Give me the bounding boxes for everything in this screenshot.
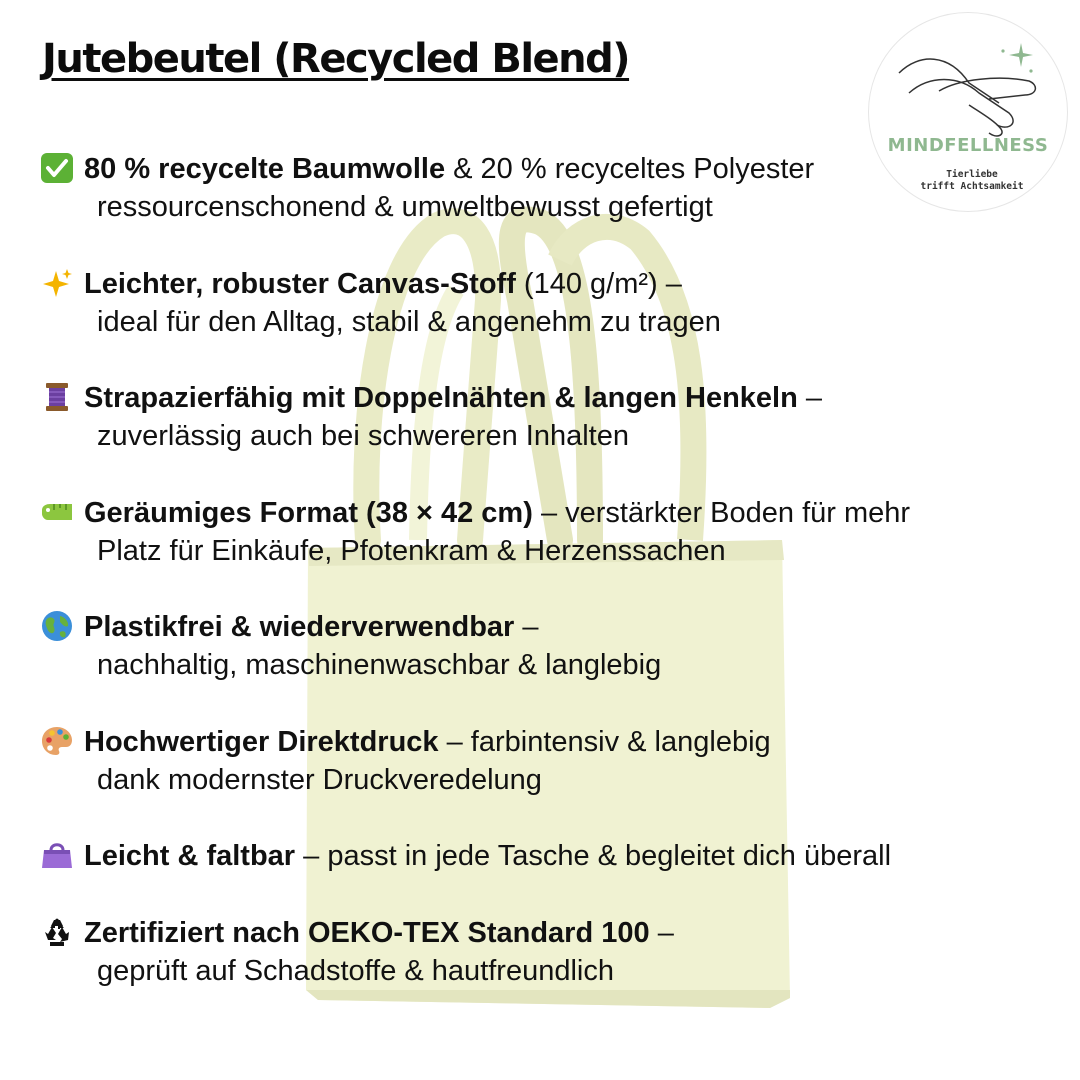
feature-item-direct-print: Hochwertiger Direktdruck – farbintensiv & langlebig dank modernster Druckveredelung — [40, 723, 1040, 799]
palette-icon — [40, 725, 74, 757]
logo-brand-name: MINDFELLNESS — [887, 135, 1049, 156]
recycle-icon — [40, 916, 74, 948]
feature-item-foldable: Leicht & faltbar – passt in jede Tasche & begleitet dich überall — [40, 837, 1040, 875]
sparkles-icon — [40, 267, 74, 299]
logo-tagline: Tierliebe trifft Achtsamkeit — [920, 169, 1024, 192]
feature-item-double-seams: Strapazierfähig mit Doppelnähten & langen Henkeln – zuverlässig auch bei schwereren Inhalten — [40, 379, 1040, 455]
globe-icon — [40, 610, 74, 642]
feature-item-oeko-tex: Zertifiziert nach OEKO-TEX Standard 100 – geprüft auf Schadstoffe & hautfreundlich — [40, 914, 1040, 990]
check-mark-icon — [40, 152, 74, 184]
feature-item-plastic-free: Plastikfrei & wiederverwendbar – nachhaltig, maschinenwaschbar & langlebig — [40, 608, 1040, 684]
feature-item-recycled-material: 80 % recycelte Baumwolle & 20 % recyceltes Polyester ressourcenschonend & umweltbewusst gefertigt — [40, 150, 1040, 226]
thread-spool-icon — [40, 381, 74, 413]
feature-item-canvas-fabric: Leichter, robuster Canvas-Stoff (140 g/m²) – ideal für den Alltag, stabil & angenehm zu tragen — [40, 265, 1040, 341]
feature-item-format: Geräumiges Format (38 × 42 cm) – verstärkter Boden für mehr Platz für Einkäufe, Pfotenkram & Herzenssachen — [40, 494, 1040, 570]
page-title: Jutebeutel (Recycled Blend) — [42, 36, 630, 82]
ruler-icon — [40, 496, 74, 528]
handbag-icon — [40, 839, 74, 871]
